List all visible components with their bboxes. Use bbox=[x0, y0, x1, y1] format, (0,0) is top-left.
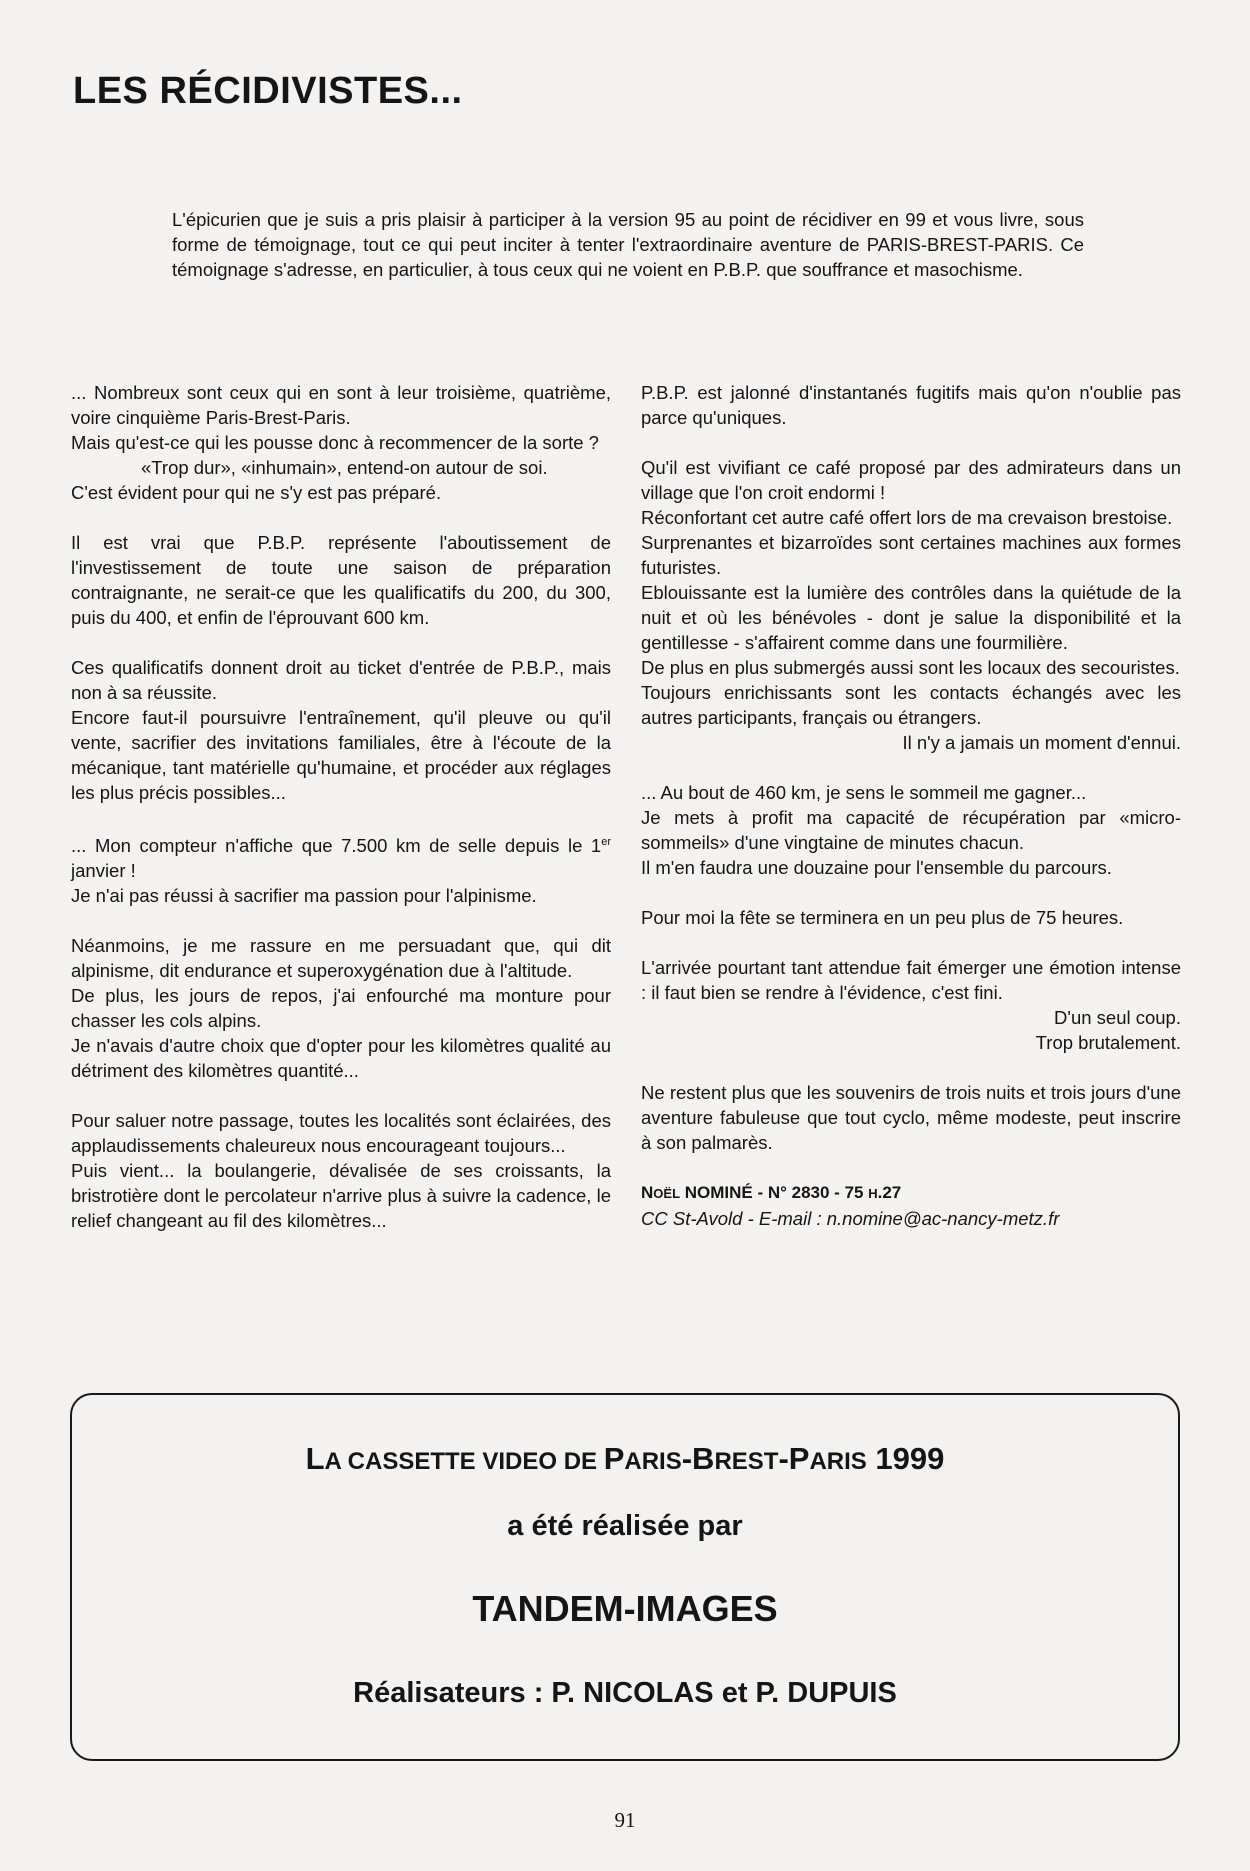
article-title: LES RÉCIDIVISTES... bbox=[73, 70, 463, 112]
text-line: Surprenantes et bizarroïdes sont certaines machines aux formes futuristes. bbox=[641, 532, 1181, 578]
text-line: ... Nombreux sont ceux qui en sont à leur troisième, quatrième, voire cinquième Paris-Brest-Paris. bbox=[71, 382, 611, 428]
left-column bbox=[71, 380, 611, 1258]
text-line: Néanmoins, je me rassure en me persuadant que, qui dit alpinisme, dit endurance et superoxygénation due à l'altitude. bbox=[71, 935, 611, 982]
paragraph: Il est vrai que P.B.P. représente l'aboutissement de l'investissement de toute une saison de préparation contraignante, ne serait-ce que les qualificatifs du 200, du 300, puis du 400, et enfin de l'éprouvant 600 km. bbox=[71, 532, 611, 628]
text-fragment: N bbox=[641, 1183, 654, 1202]
text-line: Encore faut-il poursuivre l'entraînement, qu'il pleuve ou qu'il vente, sacrifier des invitations familiales, être à l'écoute de la mécanique, tant matérielle qu'humaine, et procéder aux réglages les plus précis possibles... bbox=[71, 707, 611, 803]
paragraph: P.B.P. est jalonné d'instantanés fugitifs mais qu'on n'oublie pas parce qu'uniques. bbox=[641, 382, 1181, 428]
text-line: Trop brutalement. bbox=[1035, 1032, 1181, 1053]
text-line: De plus, les jours de repos, j'ai enfourché ma monture pour chasser les cols alpins. bbox=[71, 985, 611, 1032]
paragraph bbox=[71, 655, 611, 805]
box-line-directors: Réalisateurs : P. NICOLAS et P. DUPUIS bbox=[353, 1677, 897, 1709]
video-cassette-box bbox=[70, 1393, 1180, 1761]
text-fragment: ARIS bbox=[809, 1448, 867, 1475]
box-line-title bbox=[72, 1441, 1178, 1477]
text-fragment: H bbox=[868, 1186, 878, 1201]
text-fragment: L bbox=[305, 1441, 325, 1476]
text-line: Il m'en faudra une douzaine pour l'ensemble du parcours. bbox=[641, 857, 1112, 878]
box-line-made-by: a été réalisée par bbox=[507, 1510, 743, 1542]
text-line: Il n'y a jamais un moment d'ennui. bbox=[902, 732, 1181, 753]
text-line: Eblouissante est la lumière des contrôles dans la quiétude de la nuit et où les bénévoles - dont je salue la disponibilité et la gentillesse - s'affairent comme dans une fourmilière. bbox=[641, 582, 1181, 653]
text-line: Pour saluer notre passage, toutes les localités sont éclairées, des applaudissements chaleureux nous encourageant toujours... bbox=[71, 1110, 611, 1157]
text-fragment: .27 bbox=[877, 1183, 902, 1202]
text-line: C'est évident pour qui ne s'y est pas préparé. bbox=[71, 482, 442, 503]
text-line: Toujours enrichissants sont les contacts échangés avec les autres participants, français ou étrangers. bbox=[641, 682, 1181, 728]
text-line: D'un seul coup. bbox=[1054, 1007, 1181, 1028]
text-line: Je n'ai pas réussi à sacrifier ma passion pour l'alpinisme. bbox=[71, 885, 537, 907]
superscript: er bbox=[601, 836, 611, 848]
text-fragment: janvier ! bbox=[71, 860, 136, 882]
text-line: De plus en plus submergés aussi sont les locaux des secouristes. bbox=[641, 657, 1180, 678]
text-line: Puis vient... la boulangerie, dévalisée de ses croissants, la bristrotière dont le percolateur n'arrive plus à suivre la cadence, le relief changeant au fil des kilomètres... bbox=[71, 1160, 611, 1232]
text-line: L'arrivée pourtant tant attendue fait émerger une émotion intense : il faut bien se rendre à l'évidence, c'est fini. bbox=[641, 957, 1181, 1003]
text-fragment: -B bbox=[681, 1441, 715, 1476]
box-line-company: TANDEM-IMAGES bbox=[472, 1588, 778, 1629]
text-line: Réconfortant cet autre café offert lors de ma crevaison brestoise. bbox=[641, 507, 1173, 528]
text-fragment: ... Mon compteur n'affiche que 7.500 km de selle depuis le 1 bbox=[71, 835, 602, 857]
page-number: 91 bbox=[614, 1808, 636, 1832]
text-line: Ces qualificatifs donnent droit au ticket d'entrée de P.B.P., mais non à sa réussite. bbox=[71, 657, 611, 703]
author-signature bbox=[641, 1180, 1181, 1206]
author-club-email: CC St-Avold - E-mail : n.nomine@ac-nancy-metz.fr bbox=[641, 1208, 1060, 1229]
paragraph bbox=[71, 1108, 611, 1233]
text-fragment: -P bbox=[778, 1441, 810, 1476]
text-fragment: A CASSETTE VIDEO DE bbox=[324, 1448, 604, 1475]
paragraph bbox=[71, 380, 611, 505]
text-line bbox=[71, 830, 611, 883]
paragraph bbox=[641, 780, 1181, 880]
right-column bbox=[641, 380, 1181, 1256]
paragraph: Pour moi la fête se terminera en un peu plus de 75 heures. bbox=[641, 907, 1124, 928]
paragraph bbox=[71, 830, 611, 908]
text-fragment: REST bbox=[714, 1448, 779, 1475]
paragraph bbox=[71, 933, 611, 1083]
text-fragment: NOMINÉ - N° 2830 - 75 bbox=[680, 1183, 869, 1202]
paragraph: Ne restent plus que les souvenirs de trois nuits et trois jours d'une aventure fabuleuse que tout cyclo, même modeste, peut inscrire à son palmarès. bbox=[641, 1082, 1181, 1153]
text-line: Je n'avais d'autre choix que d'opter pour les kilomètres qualité au détriment des kilomètres quantité... bbox=[71, 1035, 611, 1082]
text-line: Qu'il est vivifiant ce café proposé par des admirateurs dans un village que l'on croit endormi ! bbox=[641, 457, 1181, 503]
text-fragment: 1999 bbox=[866, 1441, 945, 1476]
text-fragment: OËL bbox=[653, 1186, 681, 1201]
text-line: «Trop dur», «inhumain», entend-on autour de soi. bbox=[141, 457, 548, 478]
text-line: Je mets à profit ma capacité de récupération par «micro-sommeils» d'une vingtaine de minutes chacun. bbox=[641, 807, 1181, 853]
paragraph bbox=[641, 455, 1181, 755]
text-line: Mais qu'est-ce qui les pousse donc à recommencer de la sorte ? bbox=[71, 432, 599, 453]
text-line: ... Au bout de 460 km, je sens le sommeil me gagner... bbox=[641, 782, 1087, 803]
paragraph bbox=[641, 955, 1181, 1055]
intro-paragraph: L'épicurien que je suis a pris plaisir à participer à la version 95 au point de récidiver en 99 et vous livre, sous forme de témoignage, tout ce qui peut inciter à tenter l'extraordinaire aventure de PARIS-BREST-PARIS. Ce témoignage s'adresse, en particulier, à tous ceux qui ne voient en P.B.P. que souffrance et masochisme. bbox=[172, 209, 1084, 280]
text-fragment: P bbox=[603, 1441, 625, 1476]
text-fragment: ARIS bbox=[624, 1448, 682, 1475]
